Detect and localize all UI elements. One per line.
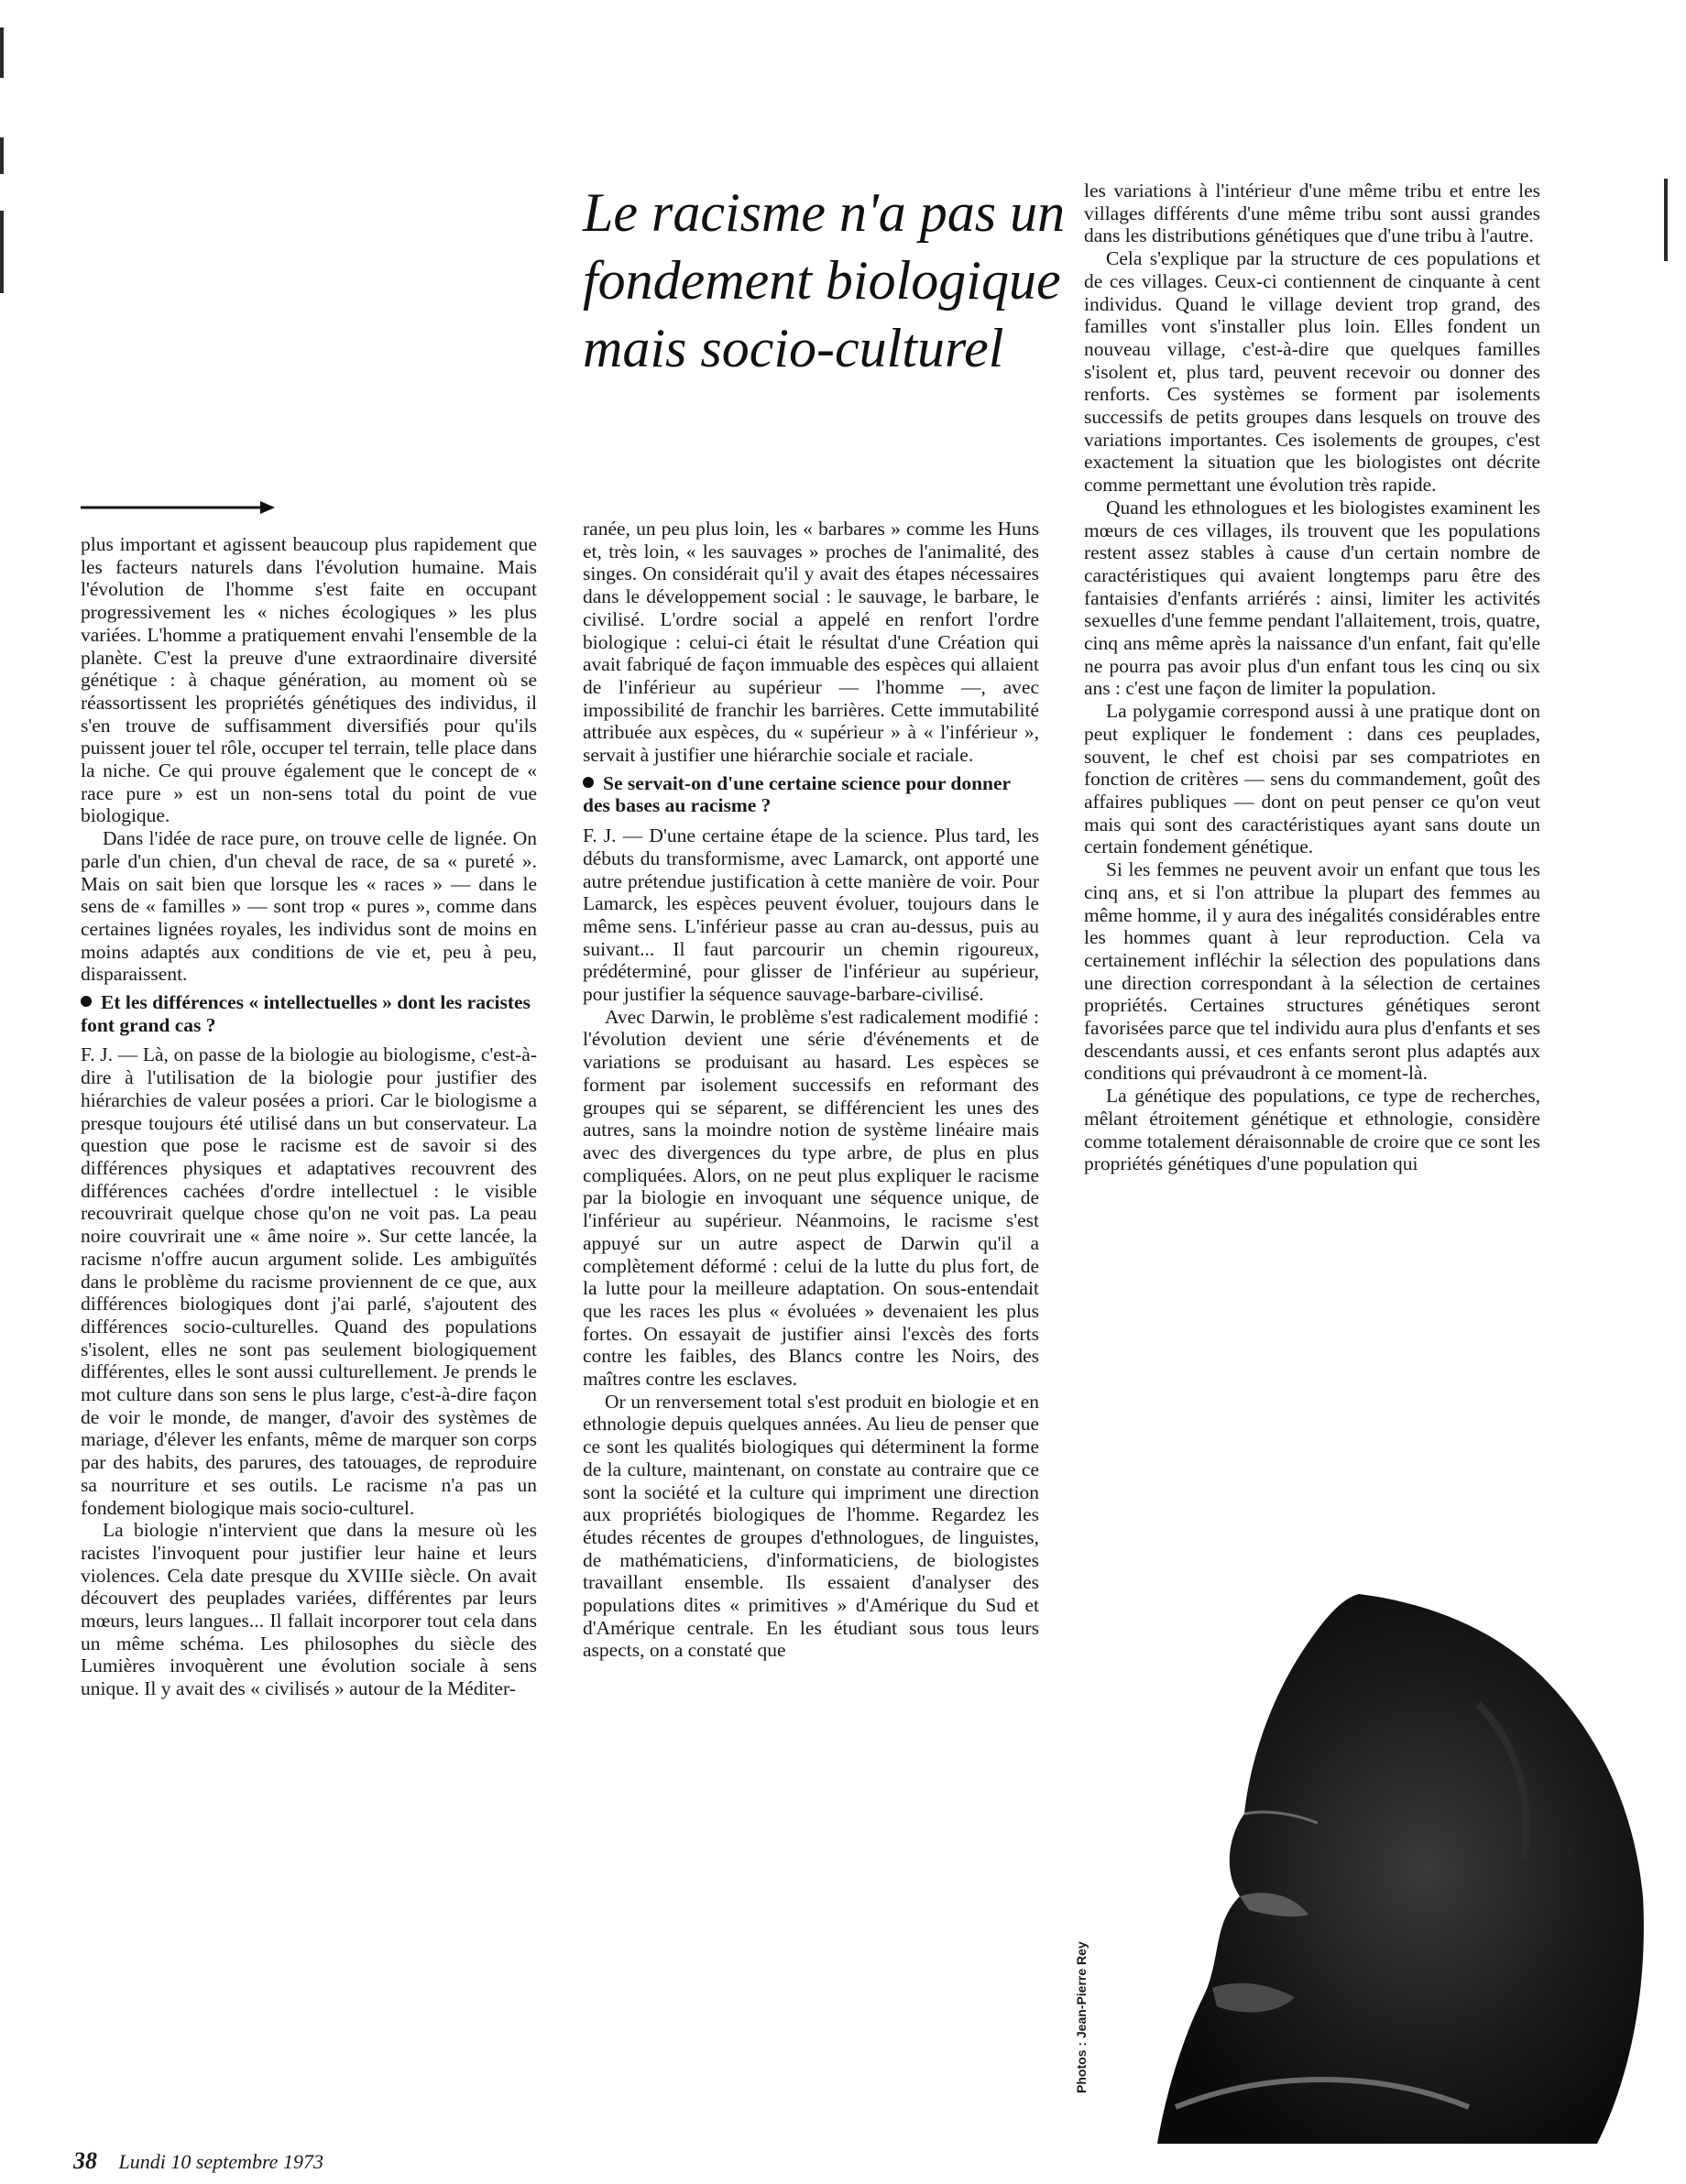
photo-credit: Photos : Jean-Pierre Rey [1074, 1941, 1089, 2093]
paragraph: Cela s'explique par la structure de ces populations et de ces villages. Ceux-ci contiennent de cinquante à cent individus. Quand le village devient trop grand, des familles vont s'installer plus loin. Elles fondent un nouveau village, c'est-à-dire que quelques familles s'isolent et, plus tard, peuvent recevoir ou donner des renforts. Ces systèmes se forment par isolements successifs de petits groupes dans lesquels on trouve des variations importantes. Ces isolements de groupes, c'est exactement la situation que les biologistes ont décrite comme permettant une évolution très rapide. [1084, 247, 1540, 497]
photo-credit-container [1072, 1818, 1090, 2093]
paragraph: Dans l'idée de race pure, on trouve celle de lignée. On parle d'un chien, d'un cheval de race, de sa « pureté ». Mais on sait bien que lorsque les « races » — dans le sens de « familles » — sont trop « pures », comme dans certaines lignées royales, les individus sont de moins en moins adaptés aux conditions de vie et, peu à peu, disparaissent. [81, 827, 537, 986]
paragraph: plus important et agissent beaucoup plus rapidement que les facteurs naturels dans l'évolution humaine. Mais l'évolution de l'homme s'est faite en occupant progressivement les « niches écologiques » les plus variées. L'homme a pratiquement envahi l'ensemble de la planète. C'est la preuve d'une extraordinaire diversité génétique : à chaque génération, au moment où se réassortissent les propriétés génétiques des individus, il s'en trouve de suffisamment diversifiés pour qu'ils puissent jouer tel rôle, occuper tel terrain, telle place dans la niche. Ce qui prouve également que le concept de « race pure » est un non-sens total du point de vue biologique. [81, 533, 537, 827]
scan-edge-mark [1664, 179, 1668, 261]
paragraph: Avec Darwin, le problème s'est radicalement modifié : l'évolution devient une série d'événements et de variations se produisant au hasard. Les espèces se forment par isolement successifs en reformant des groupes qui se séparent, se différencient les unes des autres, sans la moindre notion de système linéaire mais avec des divergences du type arbre, de plus en plus compliquées. Alors, on ne peut plus expliquer le racisme par la biologie en invoquant une séquence unique, de l'inférieur au supérieur. Néanmoins, le racisme s'est appuyé sur un autre aspect de Darwin qu'il a complètement déformé : celui de la lutte du plus fort, de la lutte pour la meilleure adaptation. On sous-entendait que les races les plus « évoluées » devenaient les plus fortes. On essayait de justifier ainsi l'excès des forts contre les faibles, des Blancs contre les Noirs, des maîtres contre les esclaves. [583, 1005, 1039, 1391]
paragraph: La génétique des populations, ce type de recherches, mêlant étroitement génétique et ethnologie, considère comme totalement déraisonnable de croire que ce sont les propriétés génétiques d'une population qui [1084, 1085, 1540, 1175]
question-text: Se servait-on d'une certaine science pour donner des bases au racisme ? [583, 771, 1011, 817]
article-column-3 [1084, 180, 1540, 1175]
paragraph: La polygamie correspond aussi à une pratique dont on peut expliquer le fondement : dans ces peuplades, souvent, le chef est choisi par ses compatriotes en fonction de critères — sens du commandement, goût des affaires publiques — dont on peut penser ce qu'on veut mais qui sont des caractéristiques ayant sans doute un certain fondement génétique. [1084, 700, 1540, 858]
issue-date: Lundi 10 septembre 1973 [118, 2150, 323, 2173]
page-footer [73, 2149, 323, 2174]
continuation-arrow-icon [81, 500, 275, 515]
paragraph: La biologie n'intervient que dans la mesure où les racistes l'invoquent pour justifier leur haine et leurs violences. Cela date presque du XVIIIe siècle. On avait découvert des peuplades variées, différentes par leurs mœurs, leurs langues... Il fallait incorporer tout cela dans un même schéma. Les philosophes du siècle des Lumières invoquèrent une évolution sociale à sens unique. Il y avait des « civilisés » autour de la Méditer- [81, 1519, 537, 1700]
interview-question [81, 991, 537, 1036]
bullet-icon [81, 996, 92, 1007]
paragraph: Si les femmes ne peuvent avoir un enfant que tous les cinq ans, et si l'on attribue la plupart des femmes au même homme, il y aura des inégalités considérables entre les hommes quant à leur reproduction. Cela va certainement infléchir la sélection des populations dans une direction correspondant à la sélection de certaines propriétés. Certaines structures génétiques seront favorisées parce que tel individu aura plus d'enfants et ses descendants aussi, et ces enfants seront plus adaptés aux conditions qui prévaudront à ce moment-là. [1084, 858, 1540, 1085]
paragraph: les variations à l'intérieur d'une même tribu et entre les villages différents d'une même tribu sont aussi grandes dans les distributions génétiques que d'une tribu à l'autre. [1084, 180, 1540, 247]
bullet-icon [583, 777, 594, 788]
question-text: Et les différences « intellectuelles » dont les racistes font grand cas ? [81, 991, 531, 1036]
paragraph: F. J. — D'une certaine étape de la science. Plus tard, les débuts du transformisme, avec Lamarck, ont apporté une autre prétendue justification à cette manière de voir. Pour Lamarck, les espèces peuvent évoluer, toujours dans le même sens. L'inférieur passe au cran au-dessus, puis au suivant... Il faut parcourir un chemin rigoureux, prédéterminé, pour glisser de l'inférieur au supérieur, pour justifier la séquence sauvage-barbare-civilisé. [583, 824, 1039, 1006]
paragraph: Quand les ethnologues et les biologistes examinent les mœurs de ces villages, ils trouvent que les populations restent assez stables à cause d'un certain nombre de caractéristiques qui avaient longtemps paru être des fantaisies d'enfants arriérés : ainsi, limiter les activités sexuelles d'une femme pendant l'allaitement, trois, quatre, cinq ans même après la naissance d'un enfant, fait qu'elle ne pourra pas avoir plus d'un enfant tous les cinq ou six ans : c'est une façon de limiter la population. [1084, 496, 1540, 700]
article-headline: Le racisme n'a pas un fondement biologique mais socio-culturel [583, 182, 1066, 378]
article-column-2 [583, 518, 1039, 1662]
scan-edge-mark [0, 27, 4, 78]
page-number: 38 [73, 2147, 97, 2174]
paragraph: F. J. — Là, on passe de la biologie au biologisme, c'est-à-dire à l'utilisation de la biologie pour justifier des hiérarchies de valeur posées a priori. Car le biologisme a presque toujours été utilisé dans un but conservateur. La question que pose le racisme est de savoir si des différences physiques et adaptatives recouvrent des différences cachées d'ordre intellectuel : le visible recouvrirait quelque chose qu'on ne voit pas. La peau noire couvrirait une « âme noire ». Sur cette lancée, la racisme n'offre aucun argument solide. Les ambiguïtés dans le problème du racisme proviennent de ce que, aux différences biologiques dont j'ai parlé, s'ajoutent des différences socio-culturelles. Quand des populations s'isolent, elles ne sont pas seulement biologiquement différentes, elles le sont aussi culturellement. Je prends le mot culture dans son sens le plus large, c'est-à-dire façon de voir le monde, de manger, d'avoir des systèmes de mariage, d'élever les enfants, même de marquer son corps par des habits, des parures, des tatouages, de reproduire sa nourriture et ses outils. Le racisme n'a pas un fondement biologique mais socio-culturel. [81, 1043, 537, 1519]
portrait-photo [1084, 1594, 1652, 2144]
interview-question [583, 772, 1039, 817]
scan-edge-mark [0, 211, 4, 293]
paragraph: ranée, un peu plus loin, les « barbares » comme les Huns et, très loin, « les sauvages » proches de l'animalité, des singes. On considérait qu'il y avait des étapes nécessaires dans le développement social : le sauvage, le barbare, le civilisé. L'ordre social a appelé en renfort l'ordre biologique : celui-ci était le résultat d'une Création qui avait fabriqué de façon immuable des espèces qui allaient de l'inférieur au supérieur — l'homme —, avec impossibilité de franchir les barrières. Cette immutabilité attribuée aux espèces, du « supérieur » à « l'inférieur », servait à justifier une hiérarchie sociale et raciale. [583, 518, 1039, 767]
article-column-1 [81, 533, 537, 1700]
scan-edge-mark [0, 137, 4, 174]
paragraph: Or un renversement total s'est produit en biologie et en ethnologie depuis quelques années. Au lieu de penser que ce sont les qualités biologiques qui déterminent la forme de la culture, maintenant, on constate au contraire que ce sont la société et la culture qui impriment une direction aux propriétés biologiques de l'homme. Regardez les études récentes de groupes d'ethnologues, de linguistes, de mathématiciens, d'informaticiens, de biologistes travaillant ensemble. Ils essaient d'analyser des populations dites « primitives » d'Amérique du Sud et d'Amérique centrale. En les étudiant sous tous leurs aspects, on a constaté que [583, 1390, 1039, 1662]
